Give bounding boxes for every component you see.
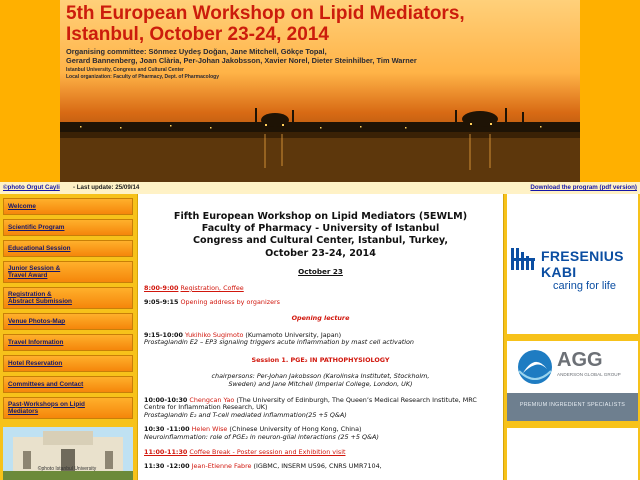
chairs-line2: Sweden) and Jane Mitchell (Imperial College, London, UK) bbox=[228, 379, 413, 388]
entry-time: 9:05-9:15 bbox=[144, 298, 179, 307]
program-title-line3: Congress and Cultural Center, Istanbul, Turkey, bbox=[193, 235, 448, 247]
nav-item-committees-contact[interactable] bbox=[3, 376, 133, 393]
agg-name: AGG bbox=[557, 349, 603, 371]
download-program-link[interactable]: Download the program (pdf version) bbox=[530, 184, 637, 191]
nav-item-venue-photos-map[interactable] bbox=[3, 313, 133, 330]
sponsor-column bbox=[505, 194, 640, 480]
program-entry-wise bbox=[144, 426, 497, 441]
registration-coffee-link[interactable]: Registration, Coffee bbox=[180, 283, 244, 292]
nav-label-line2: Abstract Submission bbox=[8, 298, 72, 305]
program-entry-registration bbox=[144, 285, 497, 293]
nav-label: Travel Information bbox=[8, 338, 64, 346]
nav-item-educational-session[interactable] bbox=[3, 240, 133, 257]
entry-topic: Prostaglandin E₂ and T-cell mediated inflammation(25 +5 Q&A) bbox=[144, 410, 347, 419]
day-heading: October 23 bbox=[298, 266, 343, 276]
session1-heading: Session 1. PGE₂ IN PATHOPHYSIOLOGY bbox=[251, 355, 390, 364]
university-gate-image bbox=[3, 427, 133, 480]
nav-label: Venue Photos-Map bbox=[8, 317, 66, 325]
opening-lecture-heading: Opening lecture bbox=[291, 314, 350, 322]
nav-label-line1: Junior Session & bbox=[8, 264, 61, 272]
entry-speaker: Chengcan Yao bbox=[189, 395, 235, 404]
nav-item-travel-information[interactable] bbox=[3, 334, 133, 351]
program-entry-coffee-break bbox=[144, 449, 497, 457]
entry-time: 10:30 -11:00 bbox=[144, 425, 190, 434]
program-title-line4: October 23-24, 2014 bbox=[265, 247, 376, 259]
entry-time: 8:00-9:00 bbox=[144, 283, 179, 292]
nav-label-line2: Mediators bbox=[8, 408, 39, 415]
nav-item-hotel-reservation[interactable] bbox=[3, 355, 133, 372]
nav-label: Educational Session bbox=[8, 244, 71, 252]
entry-time: 10:00-10:30 bbox=[144, 395, 188, 404]
nav-label: Committees and Contact bbox=[8, 380, 84, 388]
coffee-break-link[interactable]: Coffee Break - Poster session and Exhibition visit bbox=[189, 447, 346, 456]
chairs-line1: chairpersons: Per-Johan Jakobsson (Karolinska Institutet, Stockholm, bbox=[211, 372, 430, 381]
banner-title-line1: 5th European Workshop on Lipid Mediators, bbox=[66, 3, 465, 24]
entry-speaker: Helen Wise bbox=[191, 425, 228, 434]
entry-affiliation: (Chinese University of Hong Kong, China) bbox=[229, 425, 362, 434]
nav-item-junior-session[interactable] bbox=[3, 261, 133, 283]
program-entry-opening-address bbox=[144, 299, 497, 307]
nav-label-line1: Registration & bbox=[8, 290, 52, 298]
program-entry-opening-lecture bbox=[144, 332, 497, 347]
program-entry-yao bbox=[144, 397, 497, 420]
session1-chairpersons bbox=[144, 373, 497, 388]
banner-right-strip bbox=[580, 0, 640, 182]
nav-label bbox=[8, 291, 72, 305]
entry-title: Opening address by organizers bbox=[180, 298, 280, 307]
program-title bbox=[144, 211, 497, 260]
program-entry-fabre bbox=[144, 463, 497, 471]
nav-item-registration[interactable] bbox=[3, 287, 133, 309]
nav-item-past-workshops[interactable] bbox=[3, 397, 133, 419]
nav-label: Scientific Program bbox=[8, 223, 65, 231]
fresenius-name-line1: FRESENIUS bbox=[541, 248, 624, 264]
entry-time: 11:00-11:30 bbox=[144, 447, 188, 456]
entry-affiliation: (IGBMC, INSERM U596, CNRS UMR7104, bbox=[253, 462, 382, 471]
entry-topic: Neuroinflammation: role of PGE₂ in neuron-glial interactions (25 +5 Q&A) bbox=[144, 432, 379, 441]
photo-credit-link[interactable]: ©photo Orgut Cayli bbox=[3, 184, 60, 191]
agg-subtitle: ANDERSON GLOBAL GROUP bbox=[557, 372, 621, 377]
entry-speaker: Yukihiko Sugimoto bbox=[184, 330, 244, 339]
fresenius-name-line2: KABI bbox=[541, 264, 577, 280]
entry-affiliation: (The University of Edinburgh, The Queen’s Medical Research Institute, MRC Centre for Inflammation Research, UK) bbox=[144, 395, 477, 412]
nav-label: Welcome bbox=[8, 202, 36, 210]
program-content bbox=[137, 194, 504, 480]
nav-item-scientific-program[interactable] bbox=[3, 219, 133, 236]
banner-title bbox=[66, 3, 486, 45]
committee-line1: Organising committee: Sönmez Uydeş Doğan, Jane Mitchell, Gökçe Topal, bbox=[66, 47, 327, 56]
agg-tagline: PREMIUM INGREDIENT SPECIALISTS bbox=[519, 402, 626, 408]
nav-label-line1: Past-Workshops on Lipid bbox=[8, 400, 85, 408]
program-title-line1: Fifth European Workshop on Lipid Mediators (5EWLM) bbox=[173, 211, 468, 222]
university-gate-photo bbox=[3, 427, 133, 480]
program-title-line2: Faculty of Pharmacy - University of Istanbul bbox=[201, 223, 440, 235]
photo-caption: ©photo Istanbul University bbox=[37, 466, 97, 472]
header-banner bbox=[0, 0, 640, 182]
committee-line2: Gerard Bannenberg, Joan Clària, Per-Johan Jakobsson, Xavier Norel, Dieter Steinhilber, Tim Warner bbox=[66, 56, 417, 65]
fresenius-tagline: caring for life bbox=[553, 280, 616, 292]
nav-label-line2: Travel Award bbox=[8, 272, 48, 279]
last-update-text: - Last update: 25/09/14 bbox=[73, 184, 140, 191]
istanbul-skyline-image bbox=[60, 108, 580, 182]
local-org-line: Local organization: Faculty of Pharmacy, Dept. of Pharmacology bbox=[66, 74, 219, 80]
entry-time: 11:30 -12:00 bbox=[144, 462, 190, 471]
nav-item-welcome[interactable] bbox=[3, 198, 133, 215]
entry-affiliation: (Kumamoto University, Japan) bbox=[245, 330, 342, 339]
banner-left-strip bbox=[0, 0, 60, 182]
banner-title-line2: Istanbul, October 23-24, 2014 bbox=[66, 24, 329, 45]
fresenius-kabi-logo[interactable] bbox=[507, 194, 638, 334]
nav-label bbox=[8, 265, 60, 279]
entry-topic: Prostaglandin E2 – EP3 signaling triggers acute inflammation by mast cell activation bbox=[144, 338, 414, 347]
sponsor-logo-3[interactable] bbox=[507, 428, 638, 480]
nav-label: Hotel Reservation bbox=[8, 359, 63, 367]
entry-time: 9:15-10:00 bbox=[144, 330, 183, 339]
agg-logo[interactable] bbox=[507, 341, 638, 421]
entry-speaker: Jean-Etienne Fabre bbox=[191, 462, 252, 471]
nav-label bbox=[8, 401, 85, 415]
venue-line: Istanbul University, Congress and Cultural Center bbox=[66, 67, 184, 73]
info-bar bbox=[0, 182, 640, 194]
